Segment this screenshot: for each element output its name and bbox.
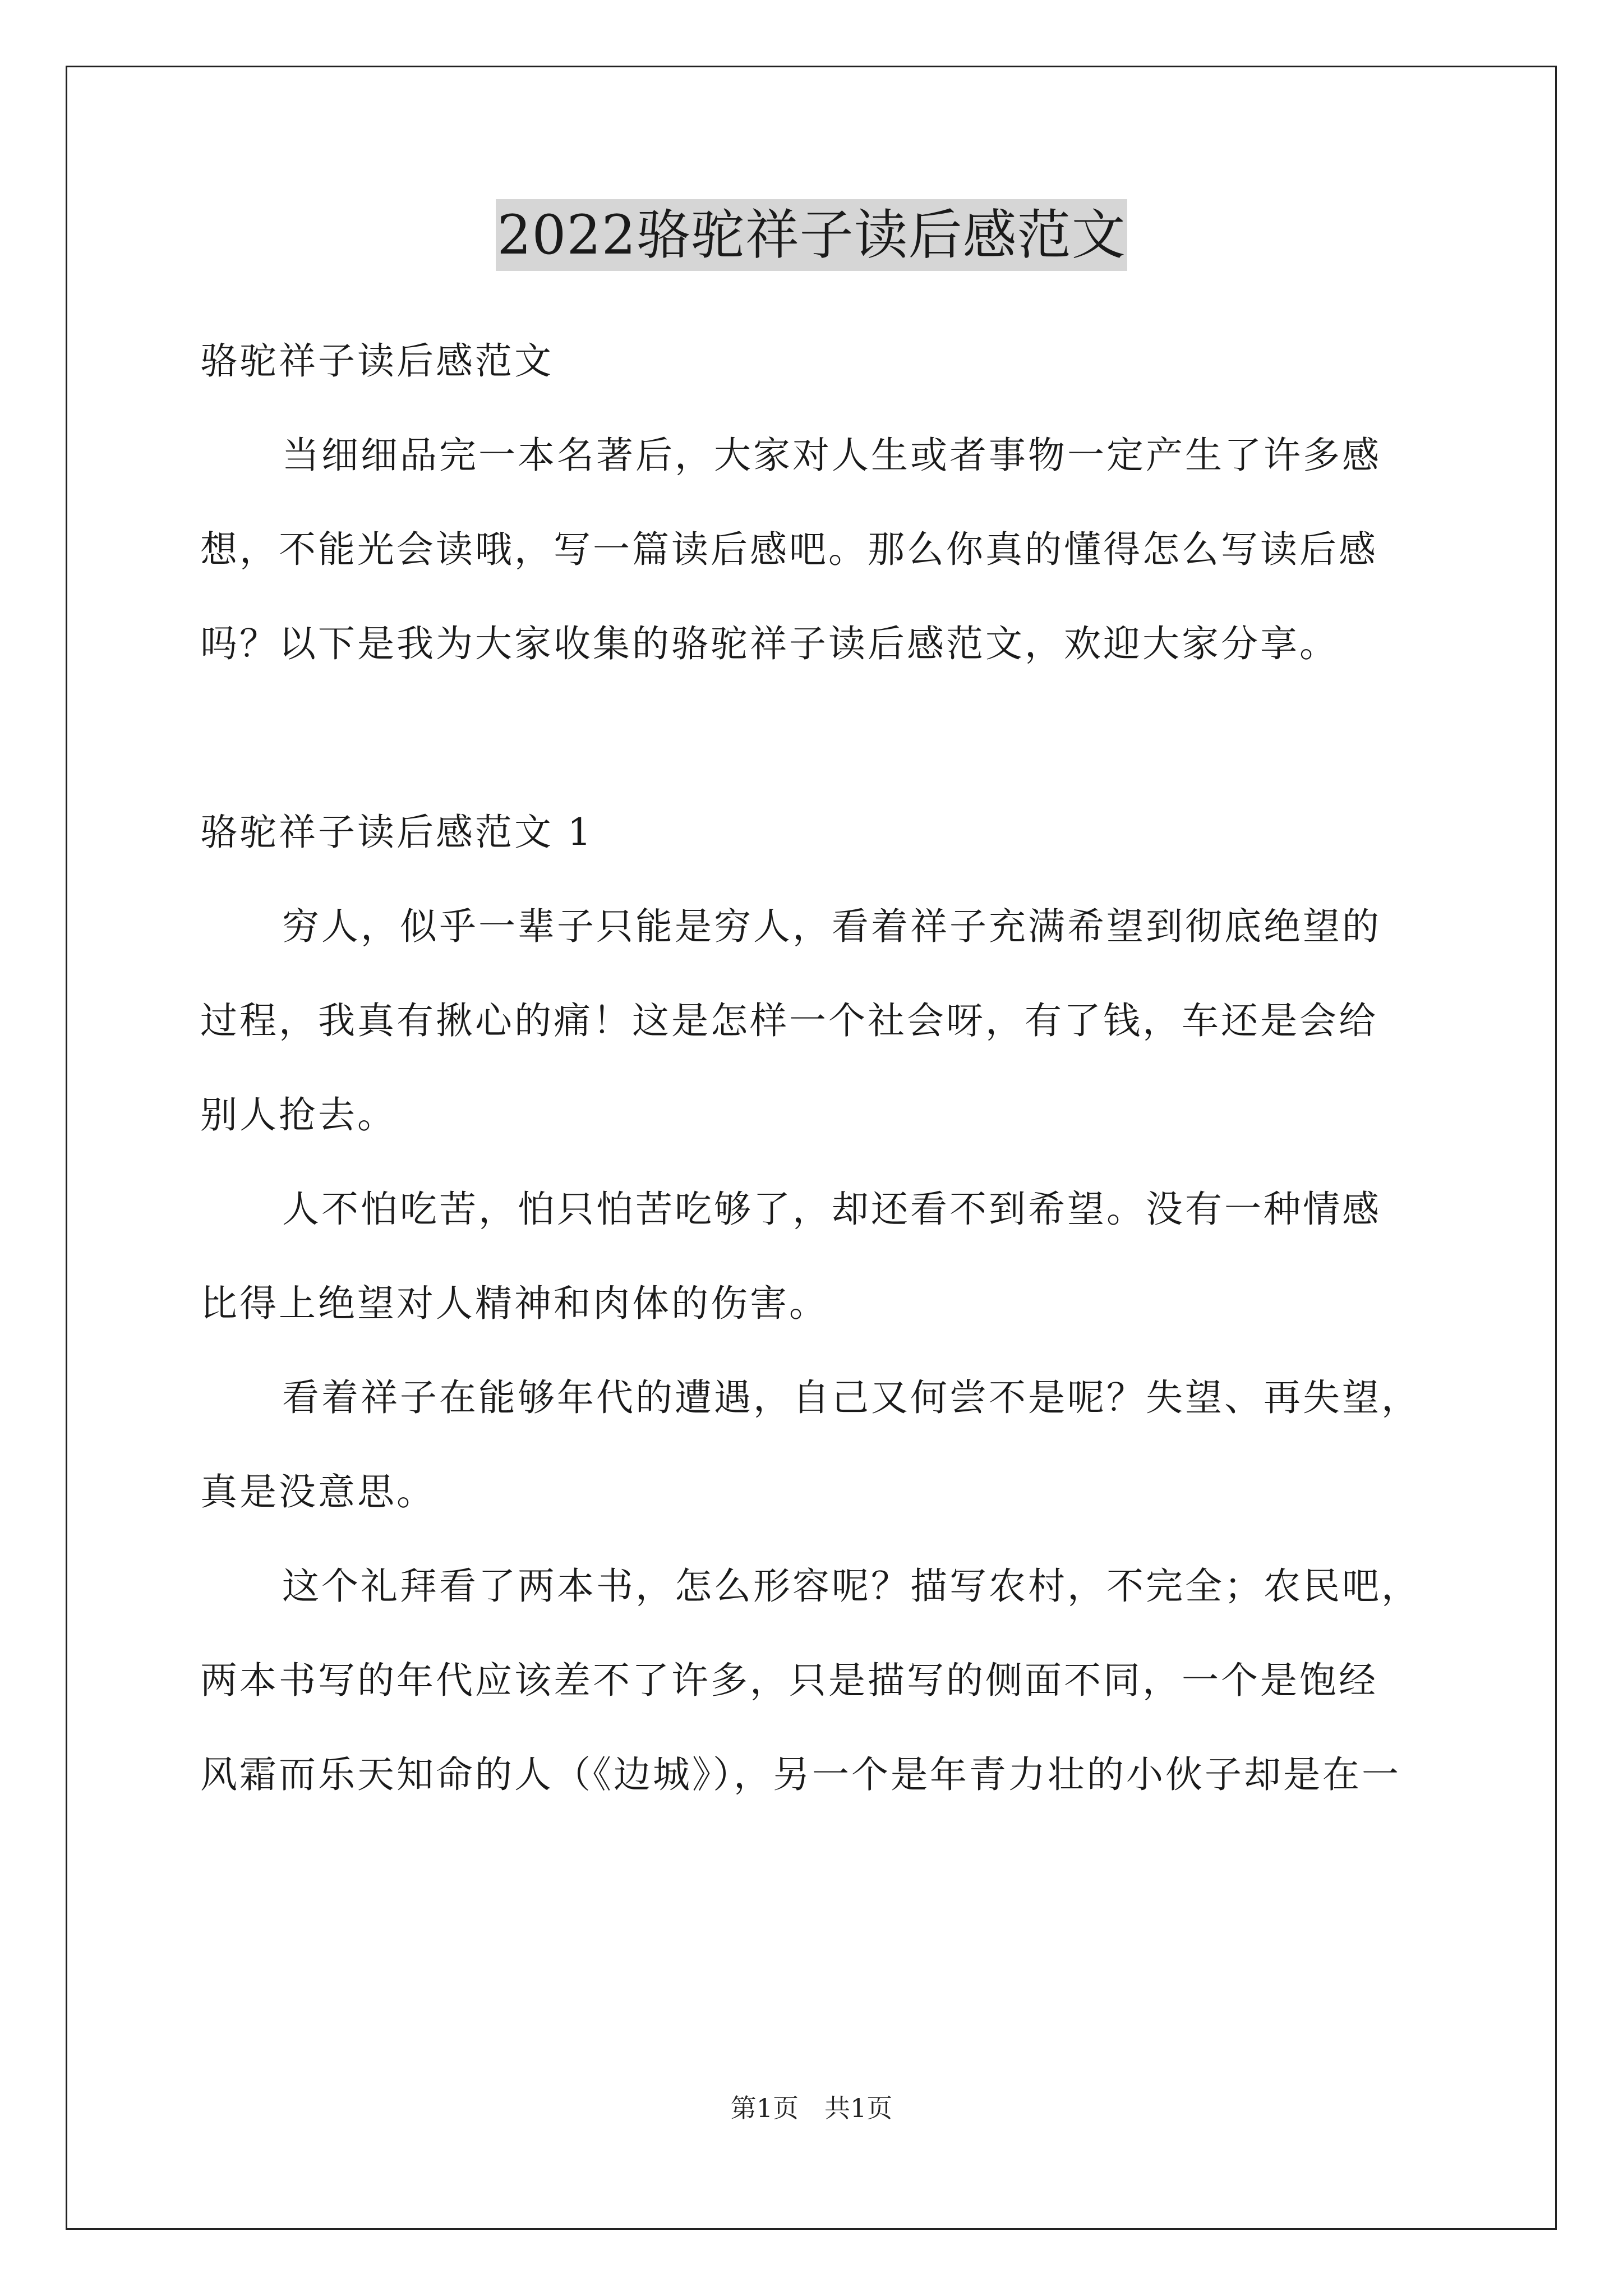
paragraph-line: 穷人，似乎一辈子只能是穷人，看着祥子充满希望到彻底绝望的	[282, 905, 1381, 948]
section-heading: 骆驼祥子读后感范文 1	[200, 811, 593, 854]
paragraph-gap	[200, 691, 1434, 785]
paragraph-line: 风霜而乐天知命的人（《边城》），另一个是年青力壮的小伙子却是在一	[200, 1753, 1401, 1796]
paragraph-line: 人不怕吃苦，怕只怕苦吃够了，却还看不到希望。没有一种情感	[282, 1188, 1381, 1231]
intro-line: 当细细品完一本名著后，大家对人生或者事物一定产生了许多感	[282, 434, 1381, 477]
page-footer	[0, 2091, 1623, 2125]
intro-line: 想，不能光会读哦，写一篇读后感吧。那么你真的懂得怎么写读后感	[200, 528, 1378, 571]
paragraph-line: 两本书写的年代应该差不了许多，只是描写的侧面不同，一个是饱经	[200, 1659, 1378, 1702]
document-subtitle: 骆驼祥子读后感范文	[200, 339, 554, 383]
paragraph-line: 过程，我真有揪心的痛！这是怎样一个社会呀，有了钱，车还是会给	[200, 999, 1378, 1042]
paragraph-line: 比得上绝望对人精神和肉体的伤害。	[200, 1282, 828, 1325]
page-total: 共1页	[824, 2093, 893, 2123]
paragraph-line: 这个礼拜看了两本书，怎么形容呢？描写农村，不完全；农民吧，	[282, 1565, 1421, 1608]
intro-line: 吗？以下是我为大家收集的骆驼祥子读后感范文，欢迎大家分享。	[200, 622, 1339, 665]
paragraph-line: 别人抢去。	[200, 1093, 396, 1137]
paragraph-line: 真是没意思。	[200, 1470, 436, 1513]
document-title: 2022骆驼祥子读后感范文	[496, 199, 1127, 271]
page-number: 第1页	[730, 2093, 799, 2123]
document-body	[200, 314, 1434, 1822]
document-title-wrapper	[0, 199, 1623, 271]
paragraph-line: 看着祥子在能够年代的遭遇，自己又何尝不是呢？失望、再失望，	[282, 1376, 1421, 1419]
